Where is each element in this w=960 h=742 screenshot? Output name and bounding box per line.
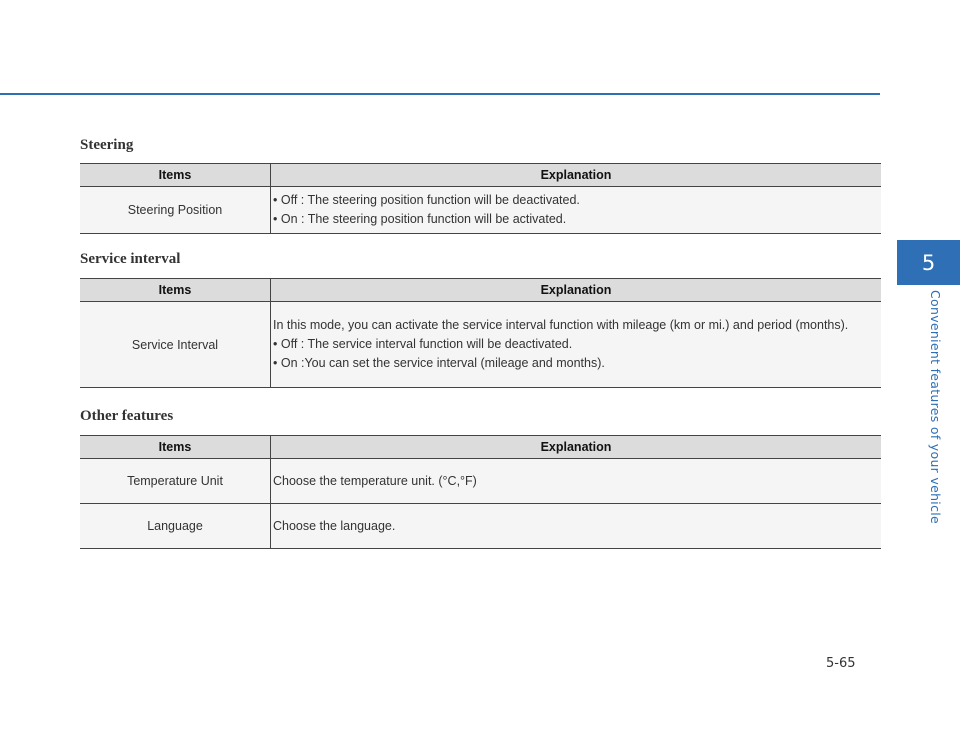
page-number: 5-65: [826, 656, 856, 671]
explanation-cell: [271, 504, 882, 549]
explanation-line: • Off : The service interval function will be deactivated.: [273, 337, 573, 351]
table-row: [80, 302, 881, 388]
column-header-explanation: Explanation: [271, 279, 882, 302]
explanation-cell: [271, 187, 882, 234]
other-features-table: [80, 435, 881, 549]
item-cell: Service Interval: [80, 302, 271, 388]
explanation-line: Choose the temperature unit. (°C,°F): [273, 473, 477, 488]
explanation-line: • On : The steering position function will be activated.: [273, 212, 567, 226]
service-interval-table: [80, 278, 881, 388]
item-cell: Temperature Unit: [80, 459, 271, 504]
table-row: [80, 187, 881, 234]
explanation-cell: [271, 302, 882, 388]
table-row: [80, 504, 881, 549]
explanation-line: Choose the language.: [273, 518, 396, 533]
section-title-service-interval: Service interval: [80, 251, 181, 267]
column-header-explanation: Explanation: [271, 164, 882, 187]
explanation-line: • On :You can set the service interval (mileage and months).: [273, 356, 605, 370]
chapter-label: Convenient features of your vehicle: [928, 290, 943, 525]
table-header-row: [80, 279, 881, 302]
table-row: [80, 459, 881, 504]
column-header-explanation: Explanation: [271, 436, 882, 459]
table-header-row: [80, 436, 881, 459]
column-header-items: Items: [80, 436, 271, 459]
section-title-steering: Steering: [80, 137, 134, 153]
explanation-line: • Off : The steering position function will be deactivated.: [273, 193, 580, 207]
column-header-items: Items: [80, 279, 271, 302]
header-rule: [0, 93, 880, 95]
explanation-cell: [271, 459, 882, 504]
chapter-number: 5: [921, 250, 936, 275]
column-header-items: Items: [80, 164, 271, 187]
section-title-other-features: Other features: [80, 408, 174, 424]
table-header-row: [80, 164, 881, 187]
chapter-tab: [897, 240, 960, 285]
item-cell: Steering Position: [80, 187, 271, 234]
explanation-line: In this mode, you can activate the service interval function with mileage (km or mi.) and period (months).: [273, 318, 849, 332]
item-cell: Language: [80, 504, 271, 549]
steering-table: [80, 163, 881, 234]
